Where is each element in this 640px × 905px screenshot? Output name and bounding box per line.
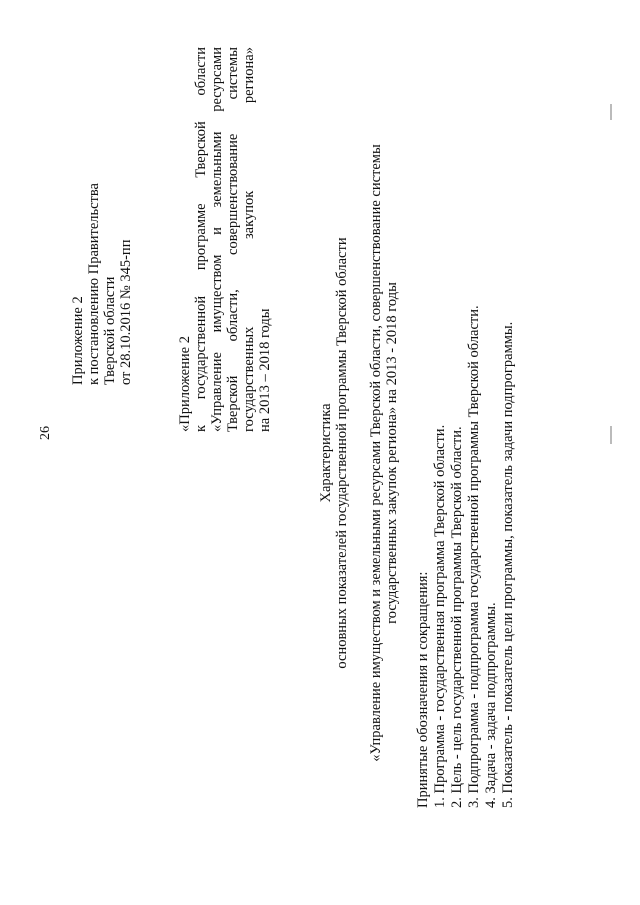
list-item: 3. Подпрограмма - подпрограмма государственной программы Тверской области. — [466, 305, 482, 808]
annex-word: области — [193, 47, 209, 96]
annex-years: на 2013 – 2018 годы — [257, 308, 273, 432]
annex-line-program — [193, 47, 209, 432]
title-heading: Характеристика — [318, 403, 334, 503]
annex-word: Тверской — [193, 121, 209, 178]
annex-word: закупок — [241, 190, 257, 240]
list-item: 1. Программа - государственная программа Тверской области. — [432, 424, 448, 808]
program-name — [368, 34, 400, 872]
annex-word: программе — [193, 203, 209, 271]
appendix-region: Тверской области — [102, 276, 118, 385]
scan-edge-mark — [610, 426, 612, 444]
appendix-title: Приложение 2 — [70, 296, 86, 385]
annex-line-procurement — [241, 47, 257, 432]
abbreviations-list — [415, 305, 517, 808]
annex-word: государственных — [241, 326, 257, 432]
appendix-subtitle: к постановлению Правительства — [86, 183, 102, 385]
scan-edge-mark — [610, 104, 612, 120]
page-number: 26 — [38, 426, 53, 440]
list-item: 2. Цель - цель государственной программы Тверской области. — [449, 426, 465, 808]
annex-word: системы — [225, 47, 241, 100]
abbreviations-heading: Принятые обозначения и сокращения: — [415, 571, 431, 808]
annex-word: государственной — [193, 295, 209, 400]
annex-header — [177, 47, 273, 432]
annex-title: «Приложение 2 — [177, 336, 193, 432]
program-name-line-1: «Управление имуществом и земельными ресурсами Тверской области, совершенствование системы — [368, 144, 384, 762]
title-subheading: основных показателей государственной программы Тверской области — [334, 237, 350, 669]
annex-word: региона» — [241, 47, 257, 104]
annex-word: области, — [225, 289, 241, 342]
program-name-line-2: государственных закупок региона» на 2013 - 2018 годы — [384, 282, 400, 624]
annex-word: «Управление — [209, 352, 225, 432]
list-item: 4. Задача - задача подпрограммы. — [483, 602, 499, 808]
annex-word: Тверской — [225, 375, 241, 432]
appendix-decree-date: от 28.10.2016 № 345-пп — [118, 239, 134, 385]
annex-word: ресурсами — [209, 47, 225, 112]
annex-word: к — [193, 424, 209, 432]
appendix-header — [70, 183, 134, 385]
annex-word: совершенствование — [225, 133, 241, 255]
annex-line-management — [209, 47, 225, 432]
annex-word: имуществом — [209, 254, 225, 333]
document-title — [318, 48, 350, 858]
list-item: 5. Показатель - показатель цели программы, показатель задачи подпрограммы. — [500, 321, 516, 808]
annex-word: земельными — [209, 131, 225, 208]
annex-word: и — [209, 227, 225, 235]
annex-line-region — [225, 47, 241, 432]
